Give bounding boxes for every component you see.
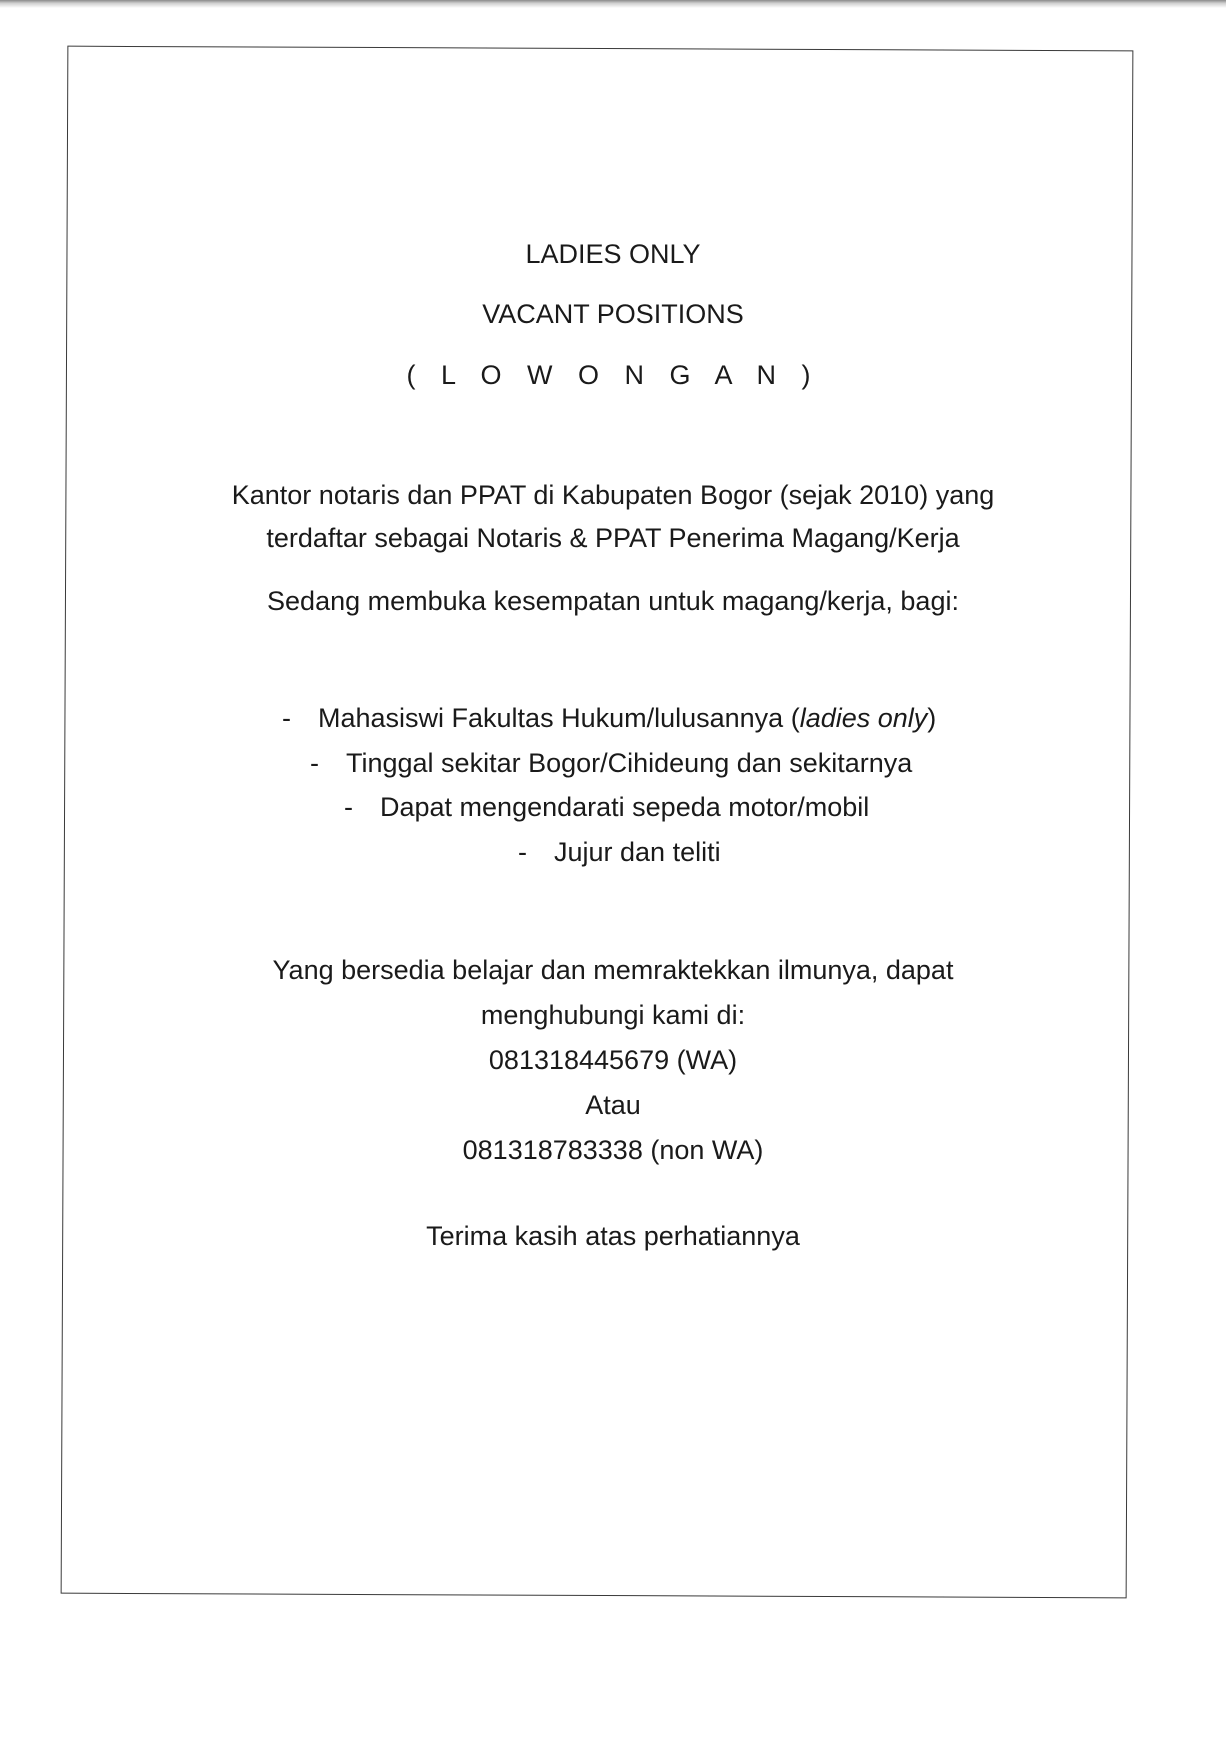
- header-vacant-positions: VACANT POSITIONS: [482, 299, 744, 329]
- requirement-italic: ladies only: [799, 703, 928, 733]
- header-lowongan: ( L O W O N G A N ): [406, 360, 820, 390]
- bullet-dash: -: [282, 703, 291, 733]
- header-ladies-only: LADIES ONLY: [525, 239, 701, 269]
- intro-line-3: Sedang membuka kesempatan untuk magang/kerja, bagi:: [267, 586, 959, 616]
- phone-wa: 081318445679 (WA): [488, 1045, 738, 1075]
- requirement-close: ): [927, 703, 937, 733]
- requirement-item-3: [344, 789, 869, 825]
- phone-non-wa: 081318783338 (non WA): [462, 1135, 764, 1165]
- scan-edge-shadow: [0, 0, 1226, 8]
- closing-thanks: Terima kasih atas perhatiannya: [426, 1221, 800, 1251]
- intro-line-2: terdaftar sebagai Notaris & PPAT Penerima Magang/Kerja: [266, 523, 960, 553]
- bullet-dash: -: [344, 792, 353, 822]
- requirement-text: Mahasiswi Fakultas Hukum/lulusannya (: [318, 703, 800, 733]
- bullet-dash: -: [518, 837, 527, 867]
- requirement-item-2: [310, 745, 912, 781]
- contact-or: Atau: [585, 1090, 641, 1120]
- contact-line-1: Yang bersedia belajar dan memraktekkan ilmunya, dapat: [272, 955, 954, 985]
- requirement-item-1: [282, 700, 936, 736]
- requirement-item-4: [518, 834, 721, 870]
- intro-line-1: Kantor notaris dan PPAT di Kabupaten Bogor (sejak 2010) yang: [231, 480, 995, 510]
- requirement-text: Dapat mengendarati sepeda motor/mobil: [380, 792, 870, 822]
- requirement-text: Tinggal sekitar Bogor/Cihideung dan sekitarnya: [346, 748, 913, 778]
- requirement-text: Jujur dan teliti: [554, 837, 721, 867]
- bullet-dash: -: [310, 748, 319, 778]
- contact-line-2: menghubungi kami di:: [480, 1000, 746, 1030]
